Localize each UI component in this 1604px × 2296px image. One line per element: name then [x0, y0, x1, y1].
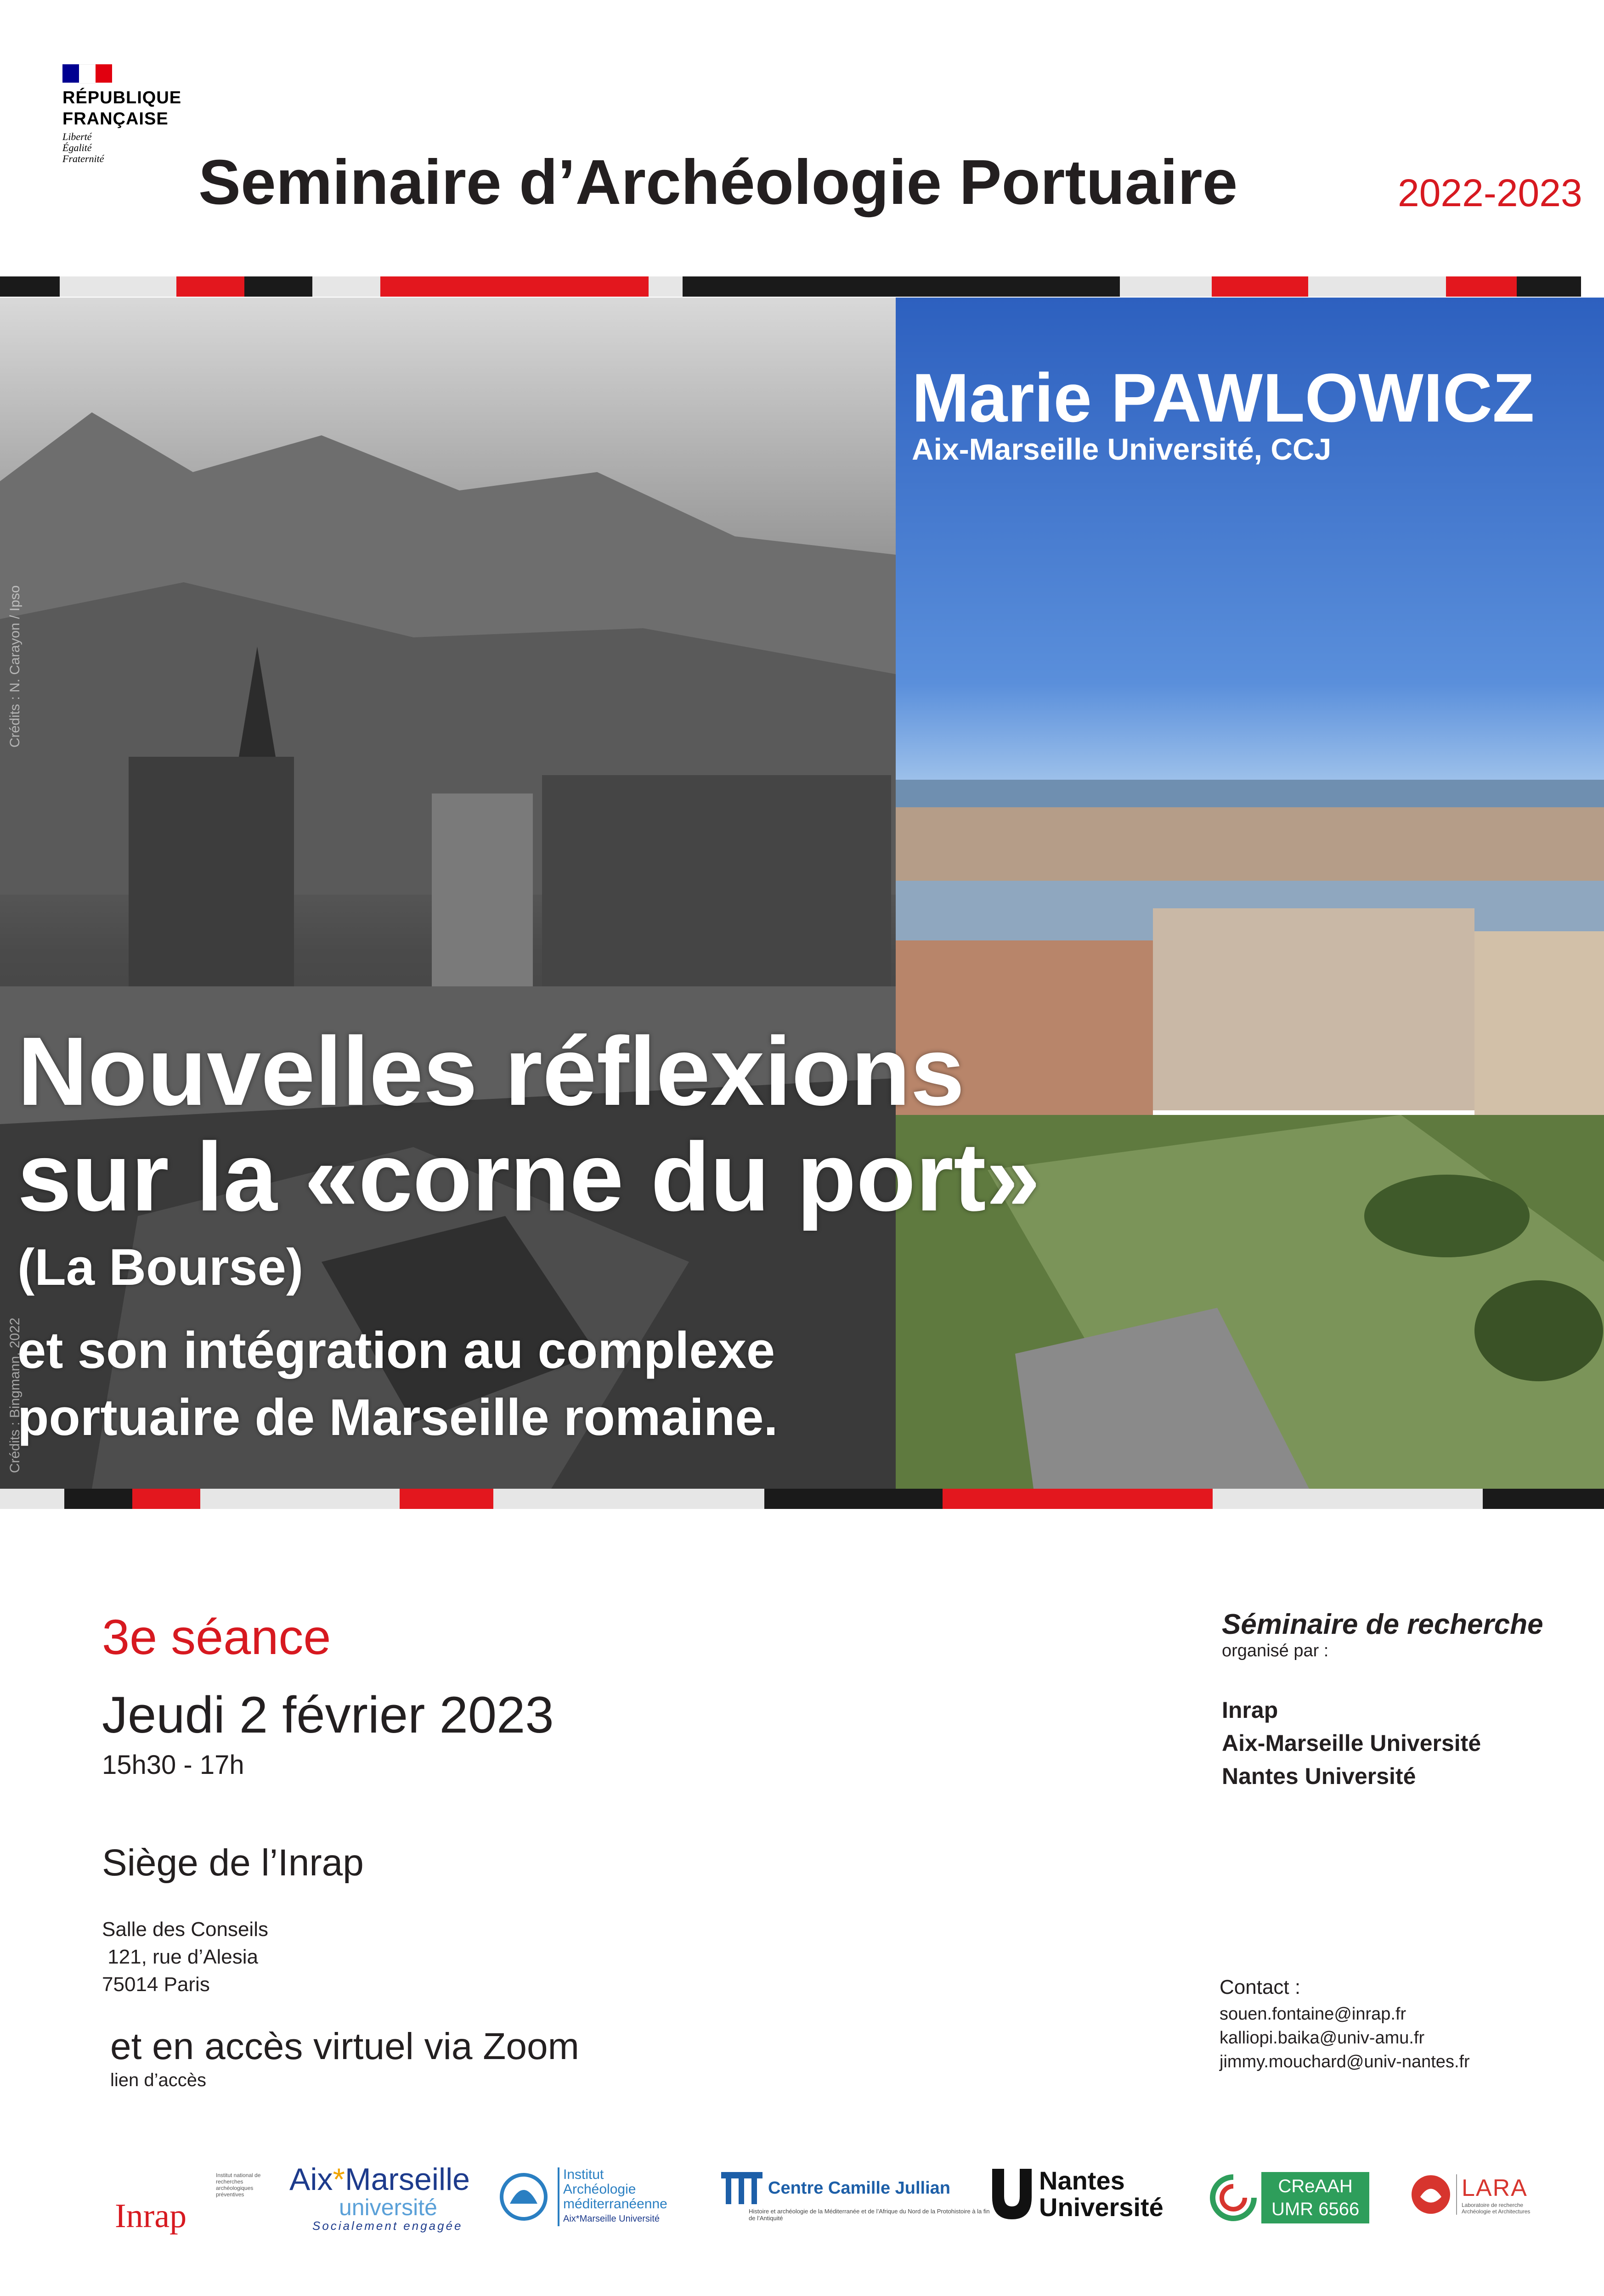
bottom-decorative-stripe [0, 1489, 1604, 1509]
venue-address: Salle des Conseils 121, rue d’Alesia 75014 Paris [102, 1918, 268, 1996]
organizer-item: Aix-Marseille Université [1222, 1730, 1481, 1756]
iam-logo: Institut Archéologie méditerranéenne Aix*Marseille Université [496, 2167, 667, 2226]
republic-motto: Liberté Égalité Fraternité [62, 131, 104, 164]
contact-email[interactable]: souen.fontaine@inrap.fr [1220, 2004, 1406, 2024]
photo-panel [0, 298, 1604, 1489]
photo-credit-bottom: Crédits : Bingmann, 2022 [7, 1317, 23, 1473]
nantes-n-icon [992, 2169, 1032, 2219]
contact-email[interactable]: jimmy.mouchard@univ-nantes.fr [1220, 2052, 1470, 2071]
lara-logo: LARA Laboratoire de recherche Archéologie et Architectures [1410, 2174, 1544, 2215]
photo-credit-top: Crédits : N. Carayon / Ipso [7, 585, 23, 748]
session-time: 15h30 - 17h [102, 1750, 244, 1780]
modern-port-photo [896, 298, 1604, 1489]
seminar-type-label: Séminaire de recherche [1222, 1609, 1543, 1640]
amu-logo: Aix*Marseille université Socialement engagée [289, 2162, 470, 2233]
zoom-access-link[interactable]: lien d’accès [110, 2070, 207, 2090]
nantes-universite-logo: Nantes Université [992, 2167, 1163, 2221]
partner-logos [0, 2158, 1604, 2241]
seminar-title: Seminaire d’Archéologie Portuaire [198, 147, 1238, 218]
creaah-spiral-icon [1208, 2172, 1259, 2223]
talk-description: et son intégration au complexe portuaire de Marseille romaine. [17, 1322, 778, 1446]
top-decorative-stripe [0, 276, 1604, 297]
seminar-year: 2022-2023 [1398, 171, 1582, 214]
inrap-logo: Inrap Institut national de recherches archéologiques préventives [115, 2172, 261, 2235]
contact-email[interactable]: kalliopi.baika@univ-amu.fr [1220, 2028, 1425, 2048]
column-icon [721, 2172, 762, 2204]
organized-by-label: organisé par : [1222, 1641, 1329, 1660]
organizer-item: Nantes Université [1222, 1763, 1416, 1789]
contact-heading: Contact : [1220, 1976, 1301, 1998]
speaker-affiliation: Aix-Marseille Université, CCJ [912, 432, 1332, 466]
historic-port-photo [0, 298, 896, 1489]
online-access: et en accès virtuel via Zoom [110, 2026, 579, 2067]
organizer-item: Inrap [1222, 1697, 1278, 1723]
republique-francaise-wordmark: RÉPUBLIQUE FRANÇAISE [62, 88, 182, 129]
talk-title: Nouvelles réflexions sur la «corne du port» [17, 1017, 1040, 1231]
speaker-name: Marie PAWLOWICZ [912, 359, 1535, 436]
organizer-list [1222, 1694, 1481, 1793]
talk-subtitle: (La Bourse) [17, 1238, 304, 1296]
ccj-logo: Centre Camille Jullian Histoire et archéologie de la Méditerranée et de l’Afrique du Nord de la Protohistoire à la fin de l’Antiquité [721, 2172, 997, 2222]
helmet-icon [496, 2172, 551, 2222]
session-date: Jeudi 2 février 2023 [102, 1686, 554, 1744]
session-venue: Siège de l’Inrap [102, 1842, 364, 1884]
lara-emblem-icon [1410, 2174, 1452, 2215]
marianne-flag-icon [62, 64, 112, 83]
contact-emails [1220, 2002, 1470, 2074]
session-number: 3e séance [102, 1609, 331, 1665]
creaah-logo: CReAAH UMR 6566 [1208, 2172, 1369, 2223]
